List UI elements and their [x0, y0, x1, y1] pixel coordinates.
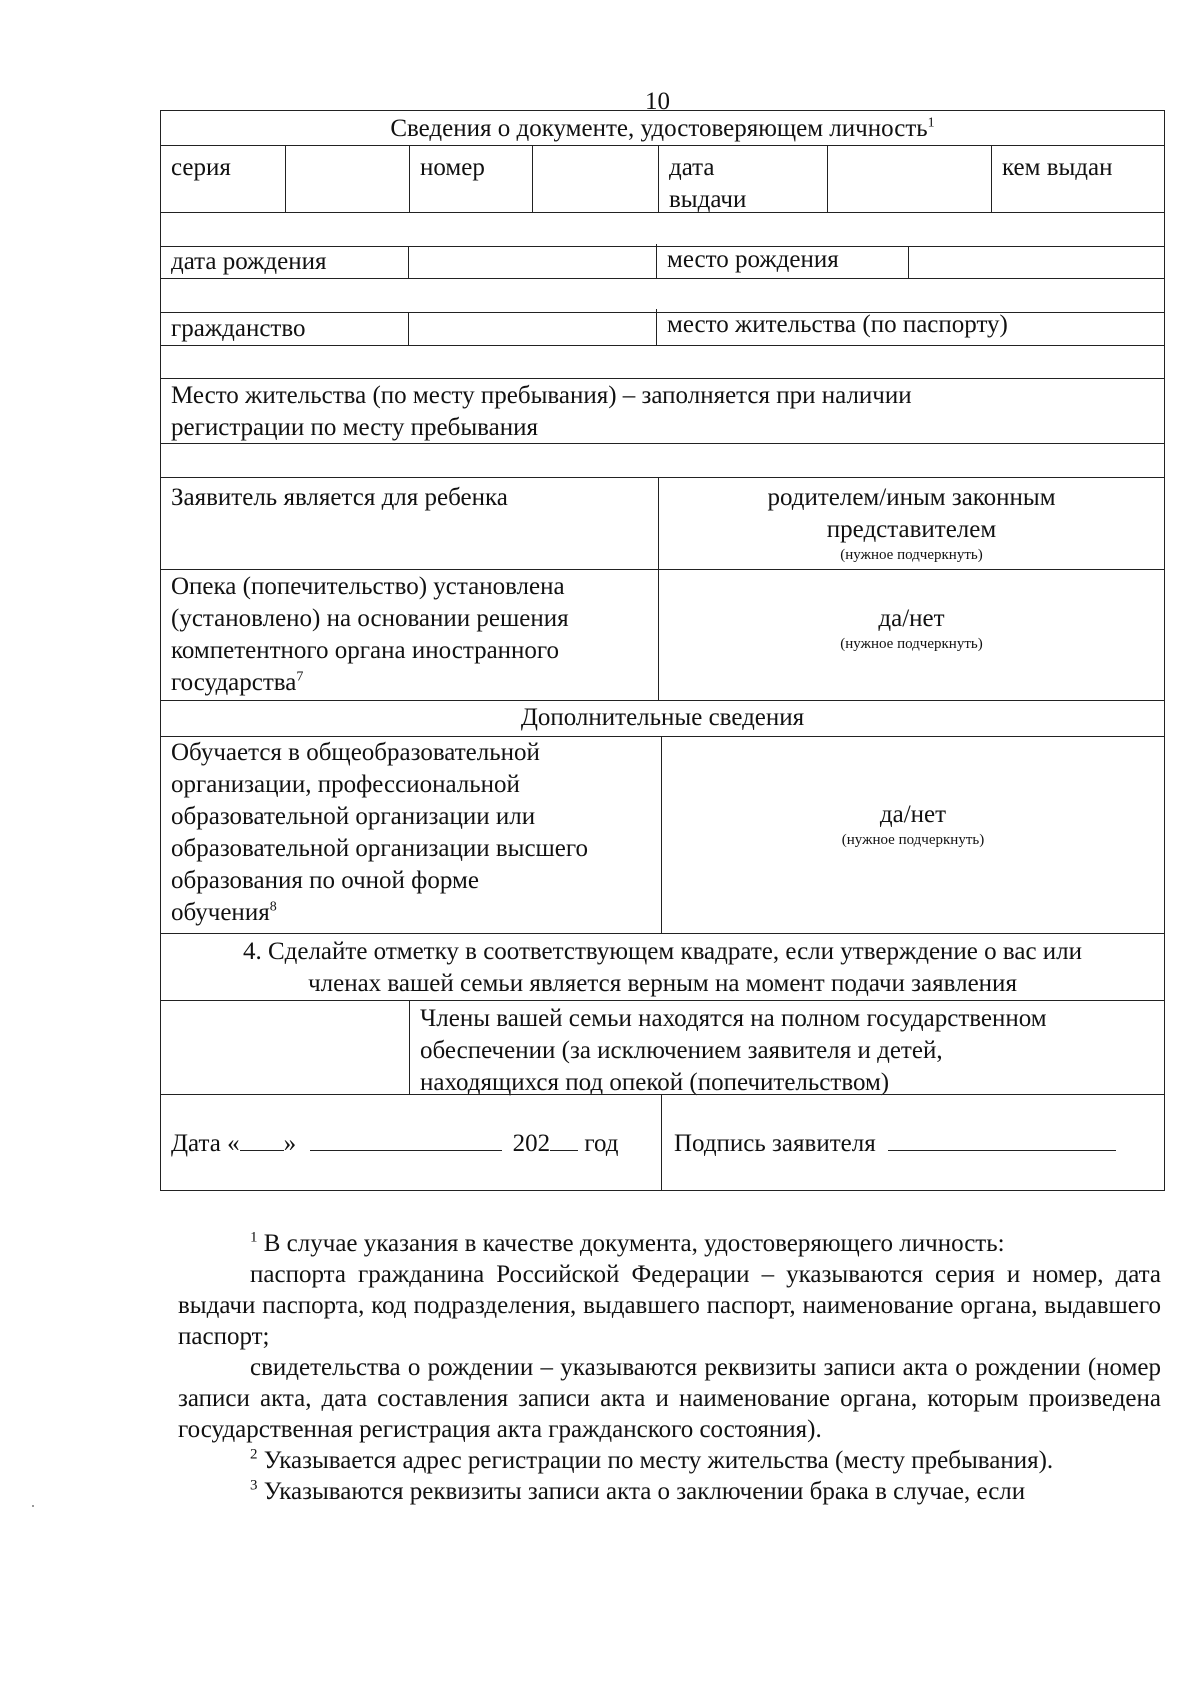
additional-section-header [160, 700, 1165, 736]
series-label: серия [171, 154, 231, 181]
birth-place-field[interactable] [908, 247, 1164, 278]
identity-section-title: Сведения о документе, удостоверяющем личность$^1$ [390, 115, 935, 142]
citizenship-label: гражданство [171, 315, 306, 342]
residence-field[interactable] [160, 345, 1165, 378]
footnote-1-intro: $^1$ В случае указания в качестве документа, удостоверяющего личность: [250, 1229, 1005, 1257]
issue-date-field[interactable] [827, 146, 828, 212]
guardianship-note: (нужное подчеркнуть) [840, 636, 983, 652]
guardianship-label: Опека (попечительство) установлена (установлено) на основании решения компетентного органа иностранного государства$^7$ [171, 573, 569, 696]
birth-date-field[interactable] [408, 247, 656, 278]
residence-label: место жительства (по паспорту) [656, 309, 1164, 345]
temp-residence-field[interactable] [160, 443, 1165, 477]
number-field[interactable] [532, 146, 533, 212]
guardianship-row [160, 569, 1165, 700]
study-label: Обучается в общеобразовательной организации, профессиональной образовательной организации или образовательной организации высшего образования по очной форме обучения$^8$ [171, 739, 589, 926]
number-label: номер [409, 146, 529, 212]
footnote-ref-8: 8 [269, 899, 277, 915]
additional-section-title: Дополнительные сведения [520, 704, 805, 731]
citizenship-row [160, 312, 1165, 345]
page-number: 10 [645, 88, 670, 115]
footnote-1-passport: паспорта гражданина Российской Федерации – указываются серия и номер, дата выдачи паспорта, код подразделения, выдавшего паспорт, наименование органа, выдавшего паспорт; [178, 1261, 1161, 1350]
temp-residence-label: Место жительства (по месту пребывания) – заполняется при наличии регистрации по месту пребывания [171, 382, 912, 441]
birth-place-extra-field[interactable] [160, 278, 1165, 312]
state-support-row [160, 1000, 1165, 1094]
applicant-role-row [160, 477, 1165, 569]
section4-header [160, 933, 1165, 1000]
footnotes [178, 1228, 1161, 1507]
signature-row [160, 1094, 1165, 1191]
birth-row [160, 246, 1165, 278]
state-support-statement: Члены вашей семьи находятся на полном государственном обеспечении (за исключением заявителя и детей, находящихся под опекой (попечительством) [409, 1001, 1164, 1094]
applicant-role-note: (нужное подчеркнуть) [840, 547, 983, 563]
issued-by-field[interactable] [160, 212, 1165, 246]
identity-section-header [160, 110, 1165, 145]
footnote-2: $^2$ Указывается адрес регистрации по месту жительства (месту пребывания). [250, 1446, 1054, 1474]
state-support-checkbox[interactable] [161, 1001, 409, 1094]
footnote-1-birth-certificate: свидетельства о рождении – указываются реквизиты записи акта о рождении (номер записи акта, дата составления записи акта и наименование органа, которым произведена государственная регистрация акта гражданского состояния). [178, 1354, 1161, 1443]
citizenship-field[interactable] [408, 313, 656, 345]
section4-title: 4. Сделайте отметку в соответствующем квадрате, если утверждение о вас или членах вашей семьи является верным на момент подачи заявления [242, 938, 1083, 997]
temp-residence-row [160, 378, 1165, 443]
study-row [160, 736, 1165, 933]
applicant-role-value[interactable]: родителем/иным законным представителем (нужное подчеркнуть) [658, 478, 1164, 569]
birth-place-label: место рождения [656, 244, 839, 278]
footnote-ref-7: 7 [296, 669, 304, 685]
signature-label: Подпись заявителя [674, 1130, 876, 1157]
series-field[interactable] [285, 146, 286, 212]
study-value[interactable]: да/нет (нужное подчеркнуть) [661, 737, 1164, 933]
issue-date-label: дата выдачи [658, 146, 746, 212]
birth-date-label: дата рождения [171, 248, 327, 275]
signature-field[interactable] [661, 1095, 1164, 1190]
study-note: (нужное подчеркнуть) [841, 832, 985, 848]
application-form-table [160, 110, 1165, 1191]
applicant-role-label: Заявитель является для ребенка [171, 484, 508, 511]
guardianship-value[interactable]: да/нет (нужное подчеркнуть) [658, 570, 1164, 700]
document-details-row [160, 145, 1165, 212]
date-field[interactable]: Дата « » 202 год [171, 1130, 619, 1157]
footnote-ref-1: 1 [927, 115, 935, 131]
scan-speck [32, 1505, 34, 1507]
issued-by-label: кем выдан [991, 146, 1164, 212]
footnote-3: $^3$ Указываются реквизиты записи акта о заключении брака в случае, если [250, 1477, 1026, 1505]
